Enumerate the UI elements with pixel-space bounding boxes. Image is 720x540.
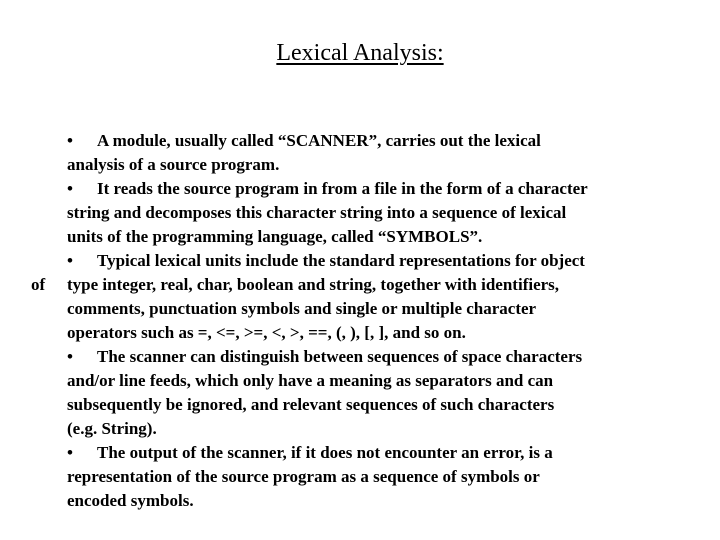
bullet-line <box>0 129 720 153</box>
line-lead-word: of <box>31 275 46 294</box>
bullet-icon: • <box>67 179 73 198</box>
text-line <box>0 297 720 321</box>
line-content <box>67 153 279 177</box>
line-text: string and decomposes this character string into a sequence of lexical <box>67 203 567 222</box>
text-line <box>0 201 720 225</box>
line-text: comments, punctuation symbols and single or multiple character <box>67 299 537 318</box>
line-text: (e.g. String). <box>67 419 157 438</box>
text-line <box>0 321 720 345</box>
bullet-icon: • <box>67 131 73 150</box>
line-text: subsequently be ignored, and relevant sequences of such characters <box>67 395 555 414</box>
line-text: units of the programming language, called “SYMBOLS”. <box>67 227 483 246</box>
bullet-line <box>0 177 720 201</box>
line-content <box>67 369 553 393</box>
bullet-icon: • <box>67 251 73 270</box>
line-text: type integer, real, char, boolean and string, together with identifiers, <box>67 275 560 294</box>
line-content <box>67 465 540 489</box>
bullet-icon: • <box>67 443 73 462</box>
line-content <box>67 441 553 465</box>
line-content <box>67 345 582 369</box>
line-content <box>67 417 157 441</box>
body-text <box>0 129 720 513</box>
line-text: Typical lexical units include the standard representations for object <box>97 251 585 270</box>
line-text: The output of the scanner, if it does not encounter an error, is a <box>97 443 553 462</box>
line-text: It reads the source program in from a file in the form of a character <box>97 179 588 198</box>
line-text: analysis of a source program. <box>67 155 280 174</box>
line-content <box>67 129 541 153</box>
bullet-icon: • <box>67 347 73 366</box>
line-text: and/or line feeds, which only have a meaning as separators and can <box>67 371 554 390</box>
text-line <box>0 153 720 177</box>
line-content <box>67 297 536 321</box>
text-line <box>0 225 720 249</box>
bullet-line <box>0 249 720 273</box>
text-line <box>0 369 720 393</box>
slide-title: Lexical Analysis: <box>276 40 444 66</box>
line-text: A module, usually called “SCANNER”, carries out the lexical <box>97 131 541 150</box>
text-line <box>0 273 720 297</box>
line-content <box>67 225 482 249</box>
line-text: The scanner can distinguish between sequences of space characters <box>97 347 583 366</box>
line-content <box>67 249 585 273</box>
line-text: representation of the source program as a sequence of symbols or <box>67 467 540 486</box>
bullet-line <box>0 345 720 369</box>
line-content <box>67 321 466 345</box>
text-line <box>0 393 720 417</box>
line-text: operators such as =, <=, >=, <, >, ==, (, ), [, ], and so on. <box>67 323 466 342</box>
line-content <box>67 201 566 225</box>
line-text: encoded symbols. <box>67 491 194 510</box>
line-content <box>67 177 588 201</box>
text-line <box>0 465 720 489</box>
bullet-line <box>0 441 720 465</box>
line-content <box>67 393 554 417</box>
line-content <box>67 489 194 513</box>
text-line <box>0 417 720 441</box>
line-content <box>67 273 559 297</box>
text-line <box>0 489 720 513</box>
